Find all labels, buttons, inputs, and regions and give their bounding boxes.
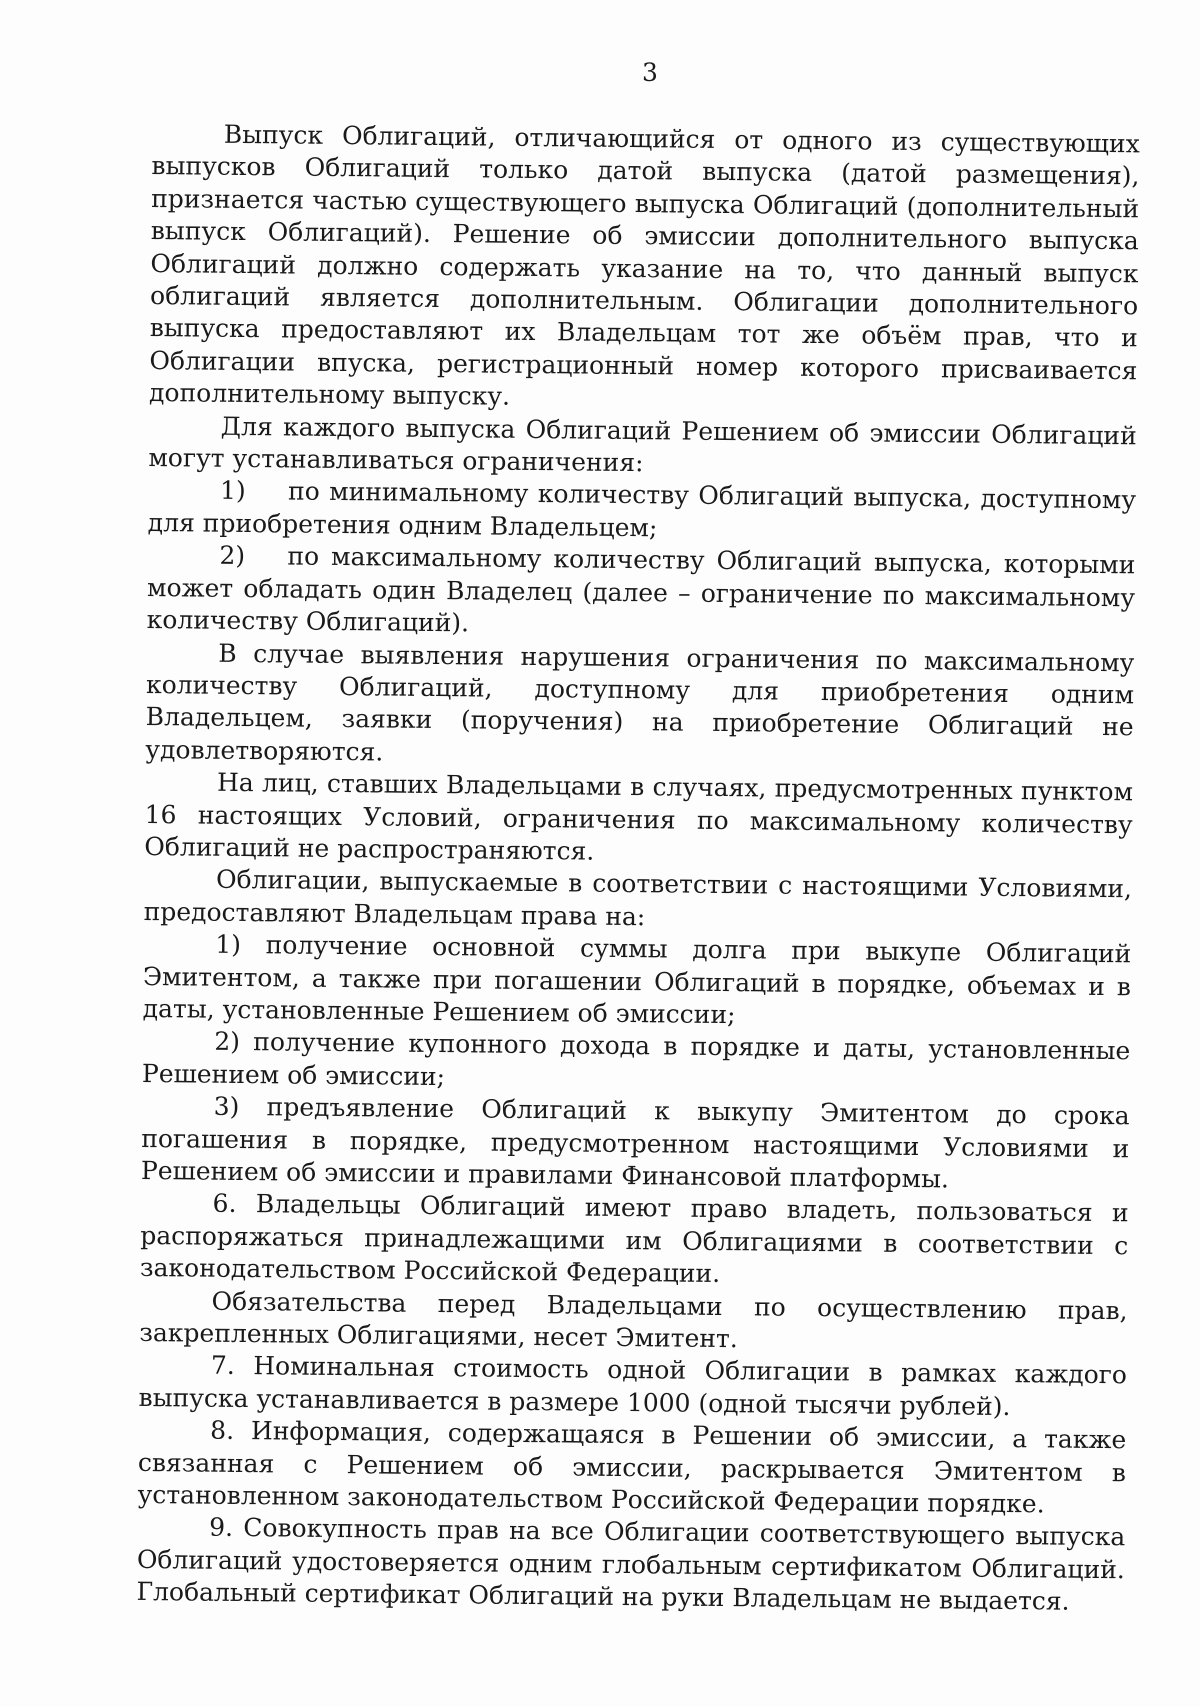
paragraph-right-coupon: 2) получение купонного дохода в порядке и даты, установленные Решением об эмиссии; [141, 1027, 1131, 1091]
list-item-text: по максимальному количеству Облигаций выпуска, которыми может обладать один Владелец (далее – ограничение по максимальному количеству Облигаций). [146, 541, 1136, 638]
list-item-number: 1) [219, 476, 246, 506]
paragraph-section-8: 8. Информация, содержащаяся в Решении об эмиссии, а также связанная с Решением об эмиссии, раскрывается Эмитентом в установленном законодательством Российской Федерации порядке. [137, 1415, 1127, 1519]
list-item-max-quantity [147, 539, 1136, 647]
paragraph-additional-issue: Выпуск Облигаций, отличающийся от одного из существующих выпусков Облигаций только датой выпуска (датой размещения), признается частью существующего выпуска Облигаций (дополнительный выпуск Облигаций). Решение об эмиссии дополнительного выпуска Облигаций должно содержать указание на то, что данный выпуск облигаций является дополнительным. Облигации дополнительного выпуска предоставляют их Владельцам тот же объём прав, что и Облигации впуска, регистрационный номер которого присваивается дополнительному выпуску. [148, 119, 1140, 412]
paragraph-right-buyback: 3) предъявление Облигаций к выкупу Эмитентом до срока погашения в порядке, предусмотренном настоящими Условиями и Решением об эмиссии и правилами Финансовой платформы. [140, 1091, 1130, 1194]
paragraph-section-9: 9. Совокупность прав на все Облигации соответствующего выпуска Облигаций удостоверяется одним глобальным сертификатом Облигаций. Глобальный сертификат Облигаций на руки Владельцам не выдается. [136, 1513, 1126, 1616]
paragraph-right-principal: 1) получение основной суммы долга при выкупе Облигаций Эмитентом, а также при погашении Облигаций в порядке, объемах и в даты, установленные Решением об эмиссии; [142, 929, 1132, 1030]
list-item-number: 2) [219, 541, 246, 571]
paragraph-exemption: На лиц, ставших Владельцами в случаях, предусмотренных пунктом 16 настоящих Условий, ограничения по максимальному количеству Облигаций не распространяются. [144, 767, 1134, 866]
paragraph-section-7: 7. Номинальная стоимость одной Облигации в рамках каждого выпуска устанавливается в размере 1000 (одной тысячи рублей). [138, 1351, 1128, 1421]
page-number: 3 [642, 58, 658, 87]
paragraph-restrictions-intro: Для каждого выпуска Облигаций Решением об эмиссии Облигаций могут устанавливаться ограничения: [148, 411, 1137, 478]
document-body [136, 118, 1140, 1619]
paragraph-violation: В случае выявления нарушения ограничения по максимальному количеству Облигаций, доступному для приобретения одним Владельцем, заявки (поручения) на приобретение Облигаций не удовлетворяются. [145, 638, 1135, 767]
list-item-text: по минимальному количеству Облигаций выпуска, доступному для приобретения одним Владельцем; [147, 476, 1137, 543]
paragraph-rights-intro: Облигации, выпускаемые в соответствии с настоящими Условиями, предоставляют Владельцам права на: [143, 865, 1133, 931]
paragraph-section-6: 6. Владельцы Облигаций имеют право владеть, пользоваться и распоряжаться принадлежащими им Облигациями в соответствии с законодательством Российской Федерации. [139, 1189, 1129, 1289]
paragraph-obligations: Обязательства перед Владельцами по осуществлению прав, закрепленных Облигациями, несет Эмитент. [139, 1286, 1128, 1354]
list-item-min-quantity [148, 474, 1137, 549]
